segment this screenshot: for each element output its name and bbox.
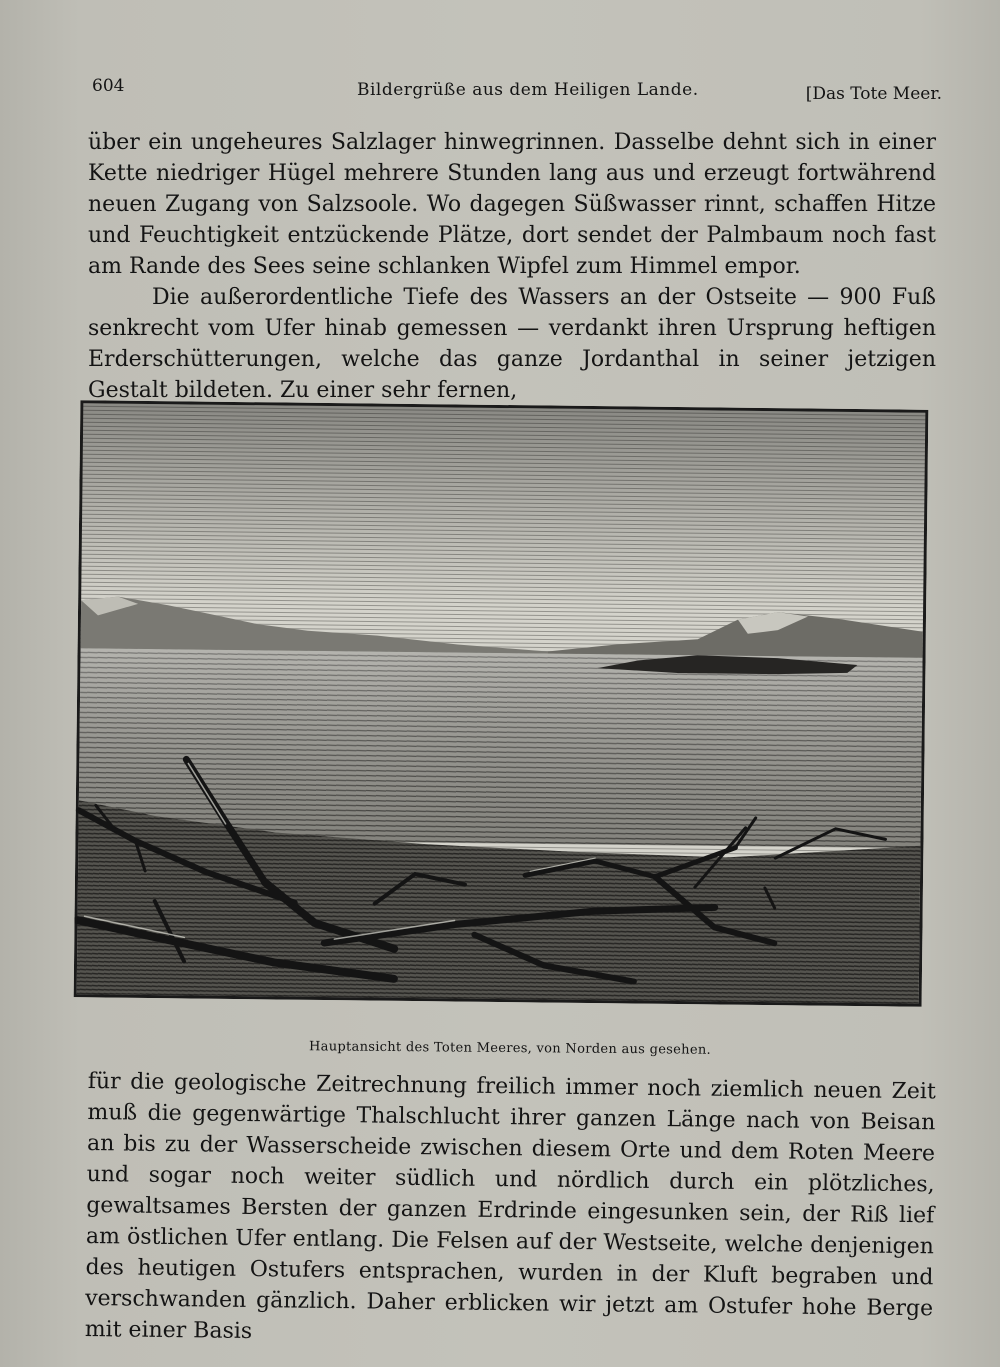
paragraph: Die außerordentliche Tiefe des Wassers an der Ostseite — 900 Fuß senkrecht vom Ufer hinab gemessen — verdankt ihren Ursprung heftigen Erderschütterungen, welche das ganze Jordanthal in seiner jetzigen Gestalt bildeten. Zu einer sehr fernen,: [88, 285, 936, 403]
engraving-illustration: [74, 400, 929, 1007]
body-text-top: [88, 127, 936, 406]
page-header: [92, 76, 942, 110]
paragraph: für die geologische Zeitrechnung freilich immer noch ziemlich neuen Zeit muß die gegenwärtige Thalschlucht ihrer ganzen Länge nach von Beisan an bis zu der Wasserscheide zwischen diesem Orte und dem Roten Meere und sogar noch weiter südlich und nördlich durch ein plötzliches, gewaltsames Bersten der ganzen Erdrinde eingesunken sein, der Riß lief am östlichen Ufer entlang. Die Felsen auf der Westseite, welche denjenigen des heutigen Ostufers entsprachen, wurden in der Kluft begraben und verschwanden gänzlich. Daher erblicken wir jetzt am Ostufer hohe Berge mit einer Basis: [84, 1068, 936, 1345]
engraving-dead-sea: [74, 400, 929, 1007]
running-title: Bildergrüße aus dem Heiligen Lande.: [357, 80, 699, 100]
paragraph: über ein ungeheures Salzlager hinwegrinnen. Dasselbe dehnt sich in einer Kette niedriger Hügel mehrere Stunden lang aus und erzeugt fortwährend neuen Zugang von Salzsoole. Wo dagegen Süßwasser rinnt, schaffen Hitze und Feuchtigkeit entzückende Plätze, dort sendet der Palmbaum noch fast am Rande des Sees seine schlanken Wipfel zum Himmel empor.: [88, 130, 936, 279]
page-number: 604: [92, 76, 125, 96]
section-title: [Das Tote Meer.: [805, 84, 942, 104]
body-text-bottom: [85, 1066, 936, 1355]
figure-caption: Hauptansicht des Toten Meeres, von Norden aus gesehen.: [308, 1039, 712, 1058]
